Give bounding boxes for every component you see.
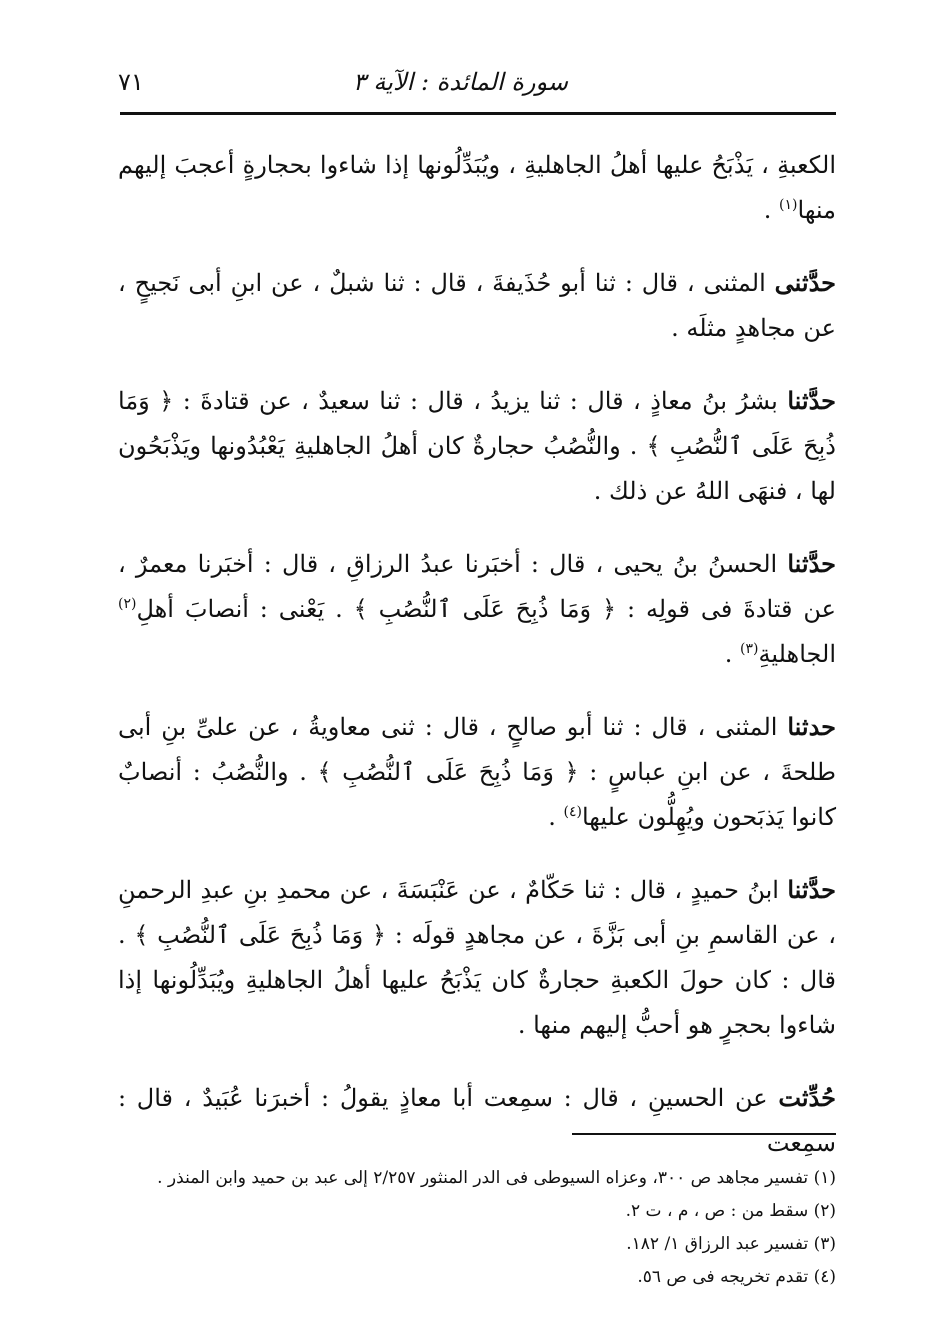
footnote-ref: (٤) (563, 804, 582, 820)
footnote-4: (٤) تقدم تخريجه فى ص ٥٦. (637, 1267, 836, 1287)
paragraph-text: الجاهليةِ (758, 640, 836, 668)
main-text (118, 143, 836, 1193)
paragraph-text: الحسنُ بنُ يحيى ، قال : أخبَرنا عبدُ الرزاقِ ، قال : أخبَرنا معمرٌ ، عن قتادةَ فى قولِه : ﴿ وَمَا ذُبِحَ عَلَى ٱلنُّصُبِ ﴾ . يَعْنى : أنصابَ أهلِ (118, 550, 836, 623)
paragraph-text: ابنُ حميدٍ ، قال : ثنا حَكّامٌ ، عن عَنْبَسَةَ ، عن محمدِ بنِ عبدِ الرحمنِ ، عن القاسمِ بنِ أبى بَزَّةَ ، عن مجاهدٍ قولَه : ﴿ وَمَا ذُبِحَ عَلَى ٱلنُّصُبِ ﴾ . قال : كان حولَ الكعبةِ حجارةٌ كان يَذْبَحُ عليها أهلُ الجاهليةِ ويُبَدِّلُونها إذا شاءوا بحجرٍ هو أحبُّ إليهم منها . (118, 876, 836, 1039)
footnote-separator (572, 1133, 836, 1135)
paragraph-3 (118, 378, 836, 514)
running-title: سورة المائدة : الآية ٣ (352, 68, 568, 96)
paragraph-6 (118, 867, 836, 1048)
hadith-lead: حدثنا (787, 712, 836, 741)
hadith-lead: حدَّثنا (787, 386, 836, 415)
paragraph-text: المثنى ، قال : ثنا أبو حُذَيفةَ ، قال : ثنا شبلٌ ، عن ابنِ أبى نَجيحٍ ، عن مجاهدٍ مثلَه . (118, 269, 836, 342)
footnote-3: (٣) تفسير عبد الرزاق ١/ ١٨٢. (626, 1234, 836, 1254)
hadith-lead: حدَّثنى (774, 268, 836, 297)
paragraph-end: . (548, 803, 564, 831)
footnote-ref: (٢) (118, 596, 137, 612)
paragraph-end: . (724, 640, 741, 668)
paragraph-1 (118, 143, 836, 233)
paragraph-end: . (763, 196, 780, 224)
paragraph-text: المثنى ، قال : ثنا أبو صالحٍ ، قال : ثنى معاويةُ ، عن علىِّ بنِ أبى طلحةَ ، عن ابنِ عباسٍ : ﴿ وَمَا ذُبِحَ عَلَى ٱلنُّصُبِ ﴾ . والنُّصُبُ : أنصابٌ كانوا يَذبَحون ويُهِلُّون عليها (118, 713, 837, 831)
footnote-2: (٢) سقط من : ص ، م ، ت ٢. (625, 1201, 836, 1221)
footnotes (118, 1162, 836, 1294)
hadith-lead: حُدِّثت (778, 1083, 836, 1112)
paragraph-text: بشرُ بنُ معاذٍ ، قال : ثنا يزيدُ ، قال : ثنا سعيدٌ ، عن قتادةَ : ﴿ وَمَا ذُبِحَ عَلَى ٱلنُّصُبِ ﴾ . والنُّصُبُ حجارةٌ كان أهلُ الجاهليةِ يَعْبُدُونها ويَذْبَحُون لها ، فنهَى اللهُ عن ذلك . (118, 387, 836, 505)
paragraph-5 (118, 704, 836, 840)
paragraph-text: عن الحسينِ ، قال : سمِعت أبا معاذٍ يقولُ : أخبرَنا عُبَيدٌ ، قال : سمِعت (118, 1084, 836, 1157)
paragraph-text: الكعبةِ ، يَذْبَحُ عليها أهلُ الجاهليةِ ، ويُبَدِّلُونها إذا شاءوا بحجارةٍ أعجبَ إليهم منها (118, 151, 836, 224)
paragraph-4 (118, 541, 836, 677)
hadith-lead: حدَّثنا (787, 875, 836, 904)
paragraph-7 (118, 1075, 836, 1166)
header-rule (120, 112, 836, 115)
footnote-ref: (١) (779, 197, 798, 213)
page-header (118, 60, 838, 104)
page-number: ٧١ (118, 68, 144, 96)
footnote-1: (١) تفسير مجاهد ص ٣٠٠، وعزاه السيوطى فى الدر المنثور ٢/٢٥٧ إلى عبد بن حميد وابن المنذر . (157, 1168, 836, 1188)
footnote-ref: (٣) (740, 641, 759, 657)
hadith-lead: حدَّثنا (787, 549, 836, 578)
paragraph-2 (118, 260, 836, 351)
